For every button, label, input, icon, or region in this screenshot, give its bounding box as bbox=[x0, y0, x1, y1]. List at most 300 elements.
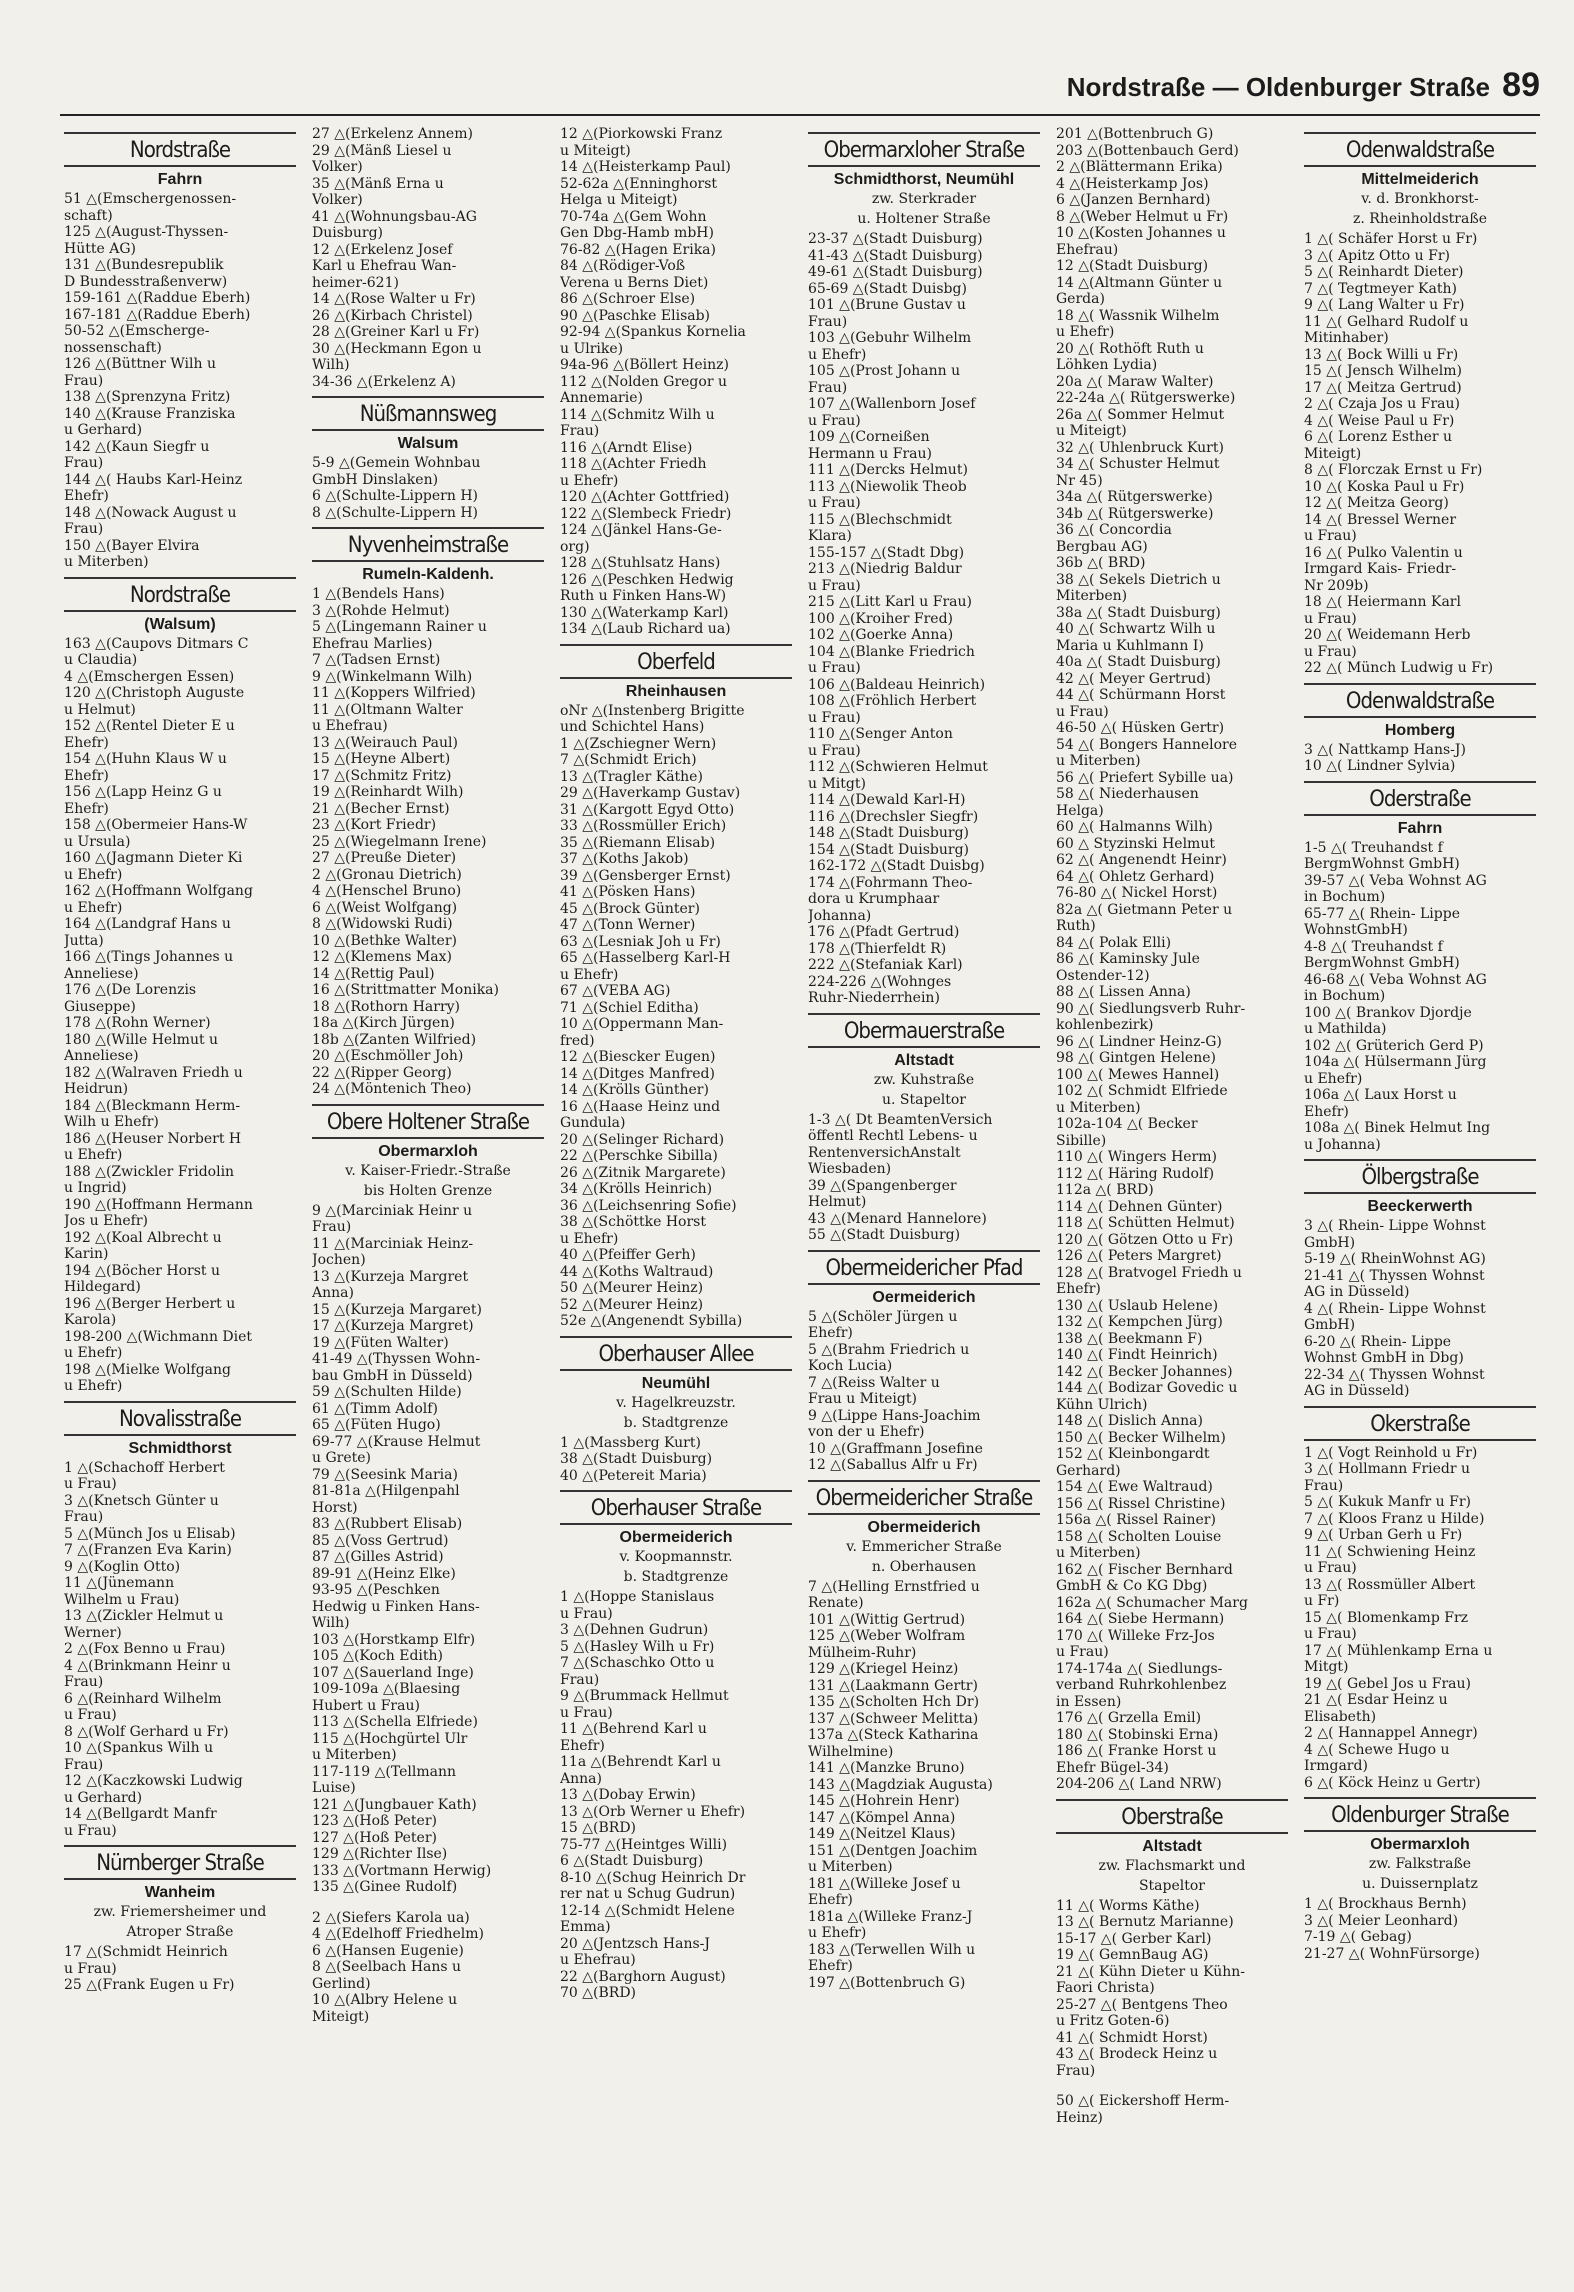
directory-entry: u Frau) bbox=[64, 1960, 117, 1977]
directory-entry: 30 △(Heckmann Egon u bbox=[312, 340, 482, 357]
directory-entry: Karola) bbox=[64, 1312, 117, 1328]
directory-entry: fred) bbox=[560, 1032, 595, 1049]
directory-entry: 112 △( Häring Rudolf) bbox=[1056, 1165, 1215, 1182]
directory-entry: 138 △(Sprenzyna Fritz) bbox=[64, 389, 231, 405]
directory-entry: Ehefrau) bbox=[1056, 241, 1119, 258]
directory-entry: 21 △(Becher Ernst) bbox=[312, 800, 450, 817]
directory-entry: 4 △(Henschel Bruno) bbox=[312, 883, 462, 899]
directory-entry: 20a △( Maraw Walter) bbox=[1056, 373, 1214, 390]
directory-entry: 5-9 △(Gemein Wohnbau bbox=[312, 455, 481, 471]
directory-entry: BergmWohnst GmbH) bbox=[1304, 955, 1460, 971]
directory-entry: org) bbox=[560, 538, 590, 555]
directory-entry: u Frau) bbox=[808, 660, 861, 676]
directory-entry: 123 △(Hoß Peter) bbox=[312, 1813, 437, 1829]
directory-entry: 126 △( Peters Margret) bbox=[1056, 1248, 1222, 1264]
directory-entry: Ehefrau Marlies) bbox=[312, 635, 433, 652]
street-extent-note: v. Emmericher Straße bbox=[846, 1538, 1002, 1555]
directory-entry: Löhken Lydia) bbox=[1056, 357, 1158, 373]
directory-entry: 86 △(Schroer Else) bbox=[560, 291, 696, 307]
directory-entry: 112 △(Nolden Gregor u bbox=[560, 373, 727, 390]
directory-entry: u Gerhard) bbox=[64, 1789, 143, 1806]
street-heading: Obermeidericher Pfad bbox=[808, 1250, 1040, 1285]
directory-entry: 65 △(Füten Hugo) bbox=[312, 1417, 441, 1433]
directory-entry: 3 △(Dehnen Gudrun) bbox=[560, 1622, 709, 1638]
directory-entry: 5 △( Reinhardt Dieter) bbox=[1304, 264, 1464, 280]
directory-entry: 21-41 △( Thyssen Wohnst bbox=[1304, 1267, 1485, 1284]
directory-entry: u Frau) bbox=[808, 577, 861, 594]
directory-entry: 131 △(Laakmann Gertr) bbox=[808, 1677, 978, 1694]
street-extent-note: v. Koopmannstr. bbox=[619, 1549, 733, 1565]
directory-entry: bau GmbH in Düsseld) bbox=[312, 1367, 473, 1384]
directory-entry: 20 △(Eschmöller Joh) bbox=[312, 1048, 464, 1064]
directory-entry: 26 △(Kirbach Christel) bbox=[312, 307, 473, 324]
directory-entry: 142 △( Becker Johannes) bbox=[1056, 1363, 1233, 1380]
directory-entry: 1 △( Schäfer Horst u Fr) bbox=[1304, 231, 1478, 247]
directory-entry: 144 △( Haubs Karl-Heinz bbox=[64, 471, 243, 488]
directory-entry: 102 △( Schmidt Elfriede bbox=[1056, 1083, 1228, 1099]
directory-entry: 112a △( BRD) bbox=[1056, 1182, 1154, 1198]
directory-entry: öffentl Rechtl Lebens- u bbox=[808, 1128, 978, 1144]
directory-entry: 1 △(Schachoff Herbert bbox=[64, 1459, 225, 1476]
directory-entry: Gen Dbg-Hamb mbH) bbox=[560, 225, 714, 241]
directory-entry: 222 △(Stefaniak Karl) bbox=[808, 957, 963, 973]
directory-entry: 186 △( Franke Horst u bbox=[1056, 1743, 1217, 1759]
directory-entry: Gerlind) bbox=[312, 1975, 371, 1992]
directory-entry: 14 △(Rose Walter u Fr) bbox=[312, 291, 476, 307]
street-section bbox=[1304, 1797, 1536, 1962]
street-heading: Nürnberger Straße bbox=[64, 1845, 296, 1880]
directory-entry: 22 △(Perschke Sibilla) bbox=[560, 1148, 718, 1164]
directory-entry: 26a △( Sommer Helmut bbox=[1056, 406, 1225, 423]
street-extent-note: v. Hagelkreuzstr. bbox=[616, 1394, 736, 1411]
directory-entry: 12 △(Erkelenz Josef bbox=[312, 241, 453, 258]
street-extent-note: Stapeltor bbox=[1138, 1877, 1206, 1894]
directory-entry: 10 △(Oppermann Man- bbox=[560, 1016, 724, 1032]
directory-entry: 6 △(Schulte-Lippern H) bbox=[312, 488, 478, 504]
directory-entry: 182 △(Walraven Friedh u bbox=[64, 1064, 243, 1081]
street-heading: Obermarxloher Straße bbox=[808, 132, 1040, 167]
directory-entry: 114 △(Schmitz Wilh u bbox=[560, 406, 715, 423]
directory-entry: 145 △(Hohrein Henr) bbox=[808, 1793, 960, 1809]
directory-entry: 60 △( Halmanns Wilh) bbox=[1056, 819, 1213, 835]
street-section bbox=[808, 132, 1040, 1007]
directory-entry: Ehefr) bbox=[1056, 1281, 1101, 1297]
directory-entry: Luise) bbox=[312, 1780, 356, 1796]
directory-entry: 201 △(Bottenbruch G) bbox=[1056, 126, 1214, 142]
directory-entry: 46-68 △( Veba Wohnst AG bbox=[1304, 971, 1487, 988]
directory-entry: 9 △( Lang Walter u Fr) bbox=[1304, 297, 1465, 313]
directory-entry: 13 △(Kurzeja Margret bbox=[312, 1268, 469, 1285]
directory-entry: 12 △(Biescker Eugen) bbox=[560, 1049, 716, 1065]
directory-entry: u Ehefrau) bbox=[312, 718, 388, 734]
directory-entry: 150 △(Bayer Elvira bbox=[64, 537, 200, 554]
directory-entry: 14 △(Altmann Günter u bbox=[1056, 274, 1223, 291]
street-heading: Nordstraße bbox=[64, 577, 296, 612]
directory-entry: 151 △(Dentgen Joachim bbox=[808, 1842, 978, 1859]
directory-entry: 61 △(Timm Adolf) bbox=[312, 1400, 438, 1417]
street-extent-note: zw. Falkstraße bbox=[1368, 1856, 1472, 1872]
directory-entry: GmbH Dinslaken) bbox=[312, 471, 439, 488]
district-label: Fahrn bbox=[157, 171, 203, 188]
district-label: Mittelmeiderich bbox=[1361, 171, 1479, 188]
district-label: Neumühl bbox=[641, 1374, 711, 1392]
street-heading: Obermeidericher Straße bbox=[808, 1480, 1040, 1515]
directory-entry: 13 △(Tragler Käthe) bbox=[560, 768, 703, 785]
district-label: Oermeiderich bbox=[872, 1288, 976, 1306]
directory-entry: 27 △(Preuße Dieter) bbox=[312, 850, 457, 866]
directory-entry: 13 △( Rossmüller Albert bbox=[1304, 1576, 1476, 1593]
directory-entry: 112 △(Schwieren Helmut bbox=[808, 759, 988, 775]
directory-entry: 166 △(Tings Johannes u bbox=[64, 949, 234, 965]
directory-entry: 7 △(Schmidt Erich) bbox=[560, 752, 697, 768]
directory-entry: u Frau) bbox=[808, 709, 861, 726]
street-extent-note: u. Duissernplatz bbox=[1362, 1876, 1478, 1892]
directory-entry: 3 △(Knetsch Günter u bbox=[64, 1492, 219, 1509]
directory-entry: 39 △(Gensberger Ernst) bbox=[560, 867, 731, 884]
directory-entry: u Frau) bbox=[560, 1704, 613, 1721]
street-section bbox=[312, 527, 544, 1098]
directory-entry: u Frau) bbox=[1056, 703, 1109, 720]
spacer bbox=[312, 1896, 544, 1910]
directory-entry: 167-181 △(Raddue Eberh) bbox=[64, 306, 251, 323]
directory-entry: 6 △(Hansen Eugenie) bbox=[312, 1942, 464, 1959]
directory-entry: 82a △( Gietmann Peter u bbox=[1056, 901, 1233, 918]
directory-entry: 18a △(Kirch Jürgen) bbox=[312, 1015, 455, 1031]
district-label: Obermeiderich bbox=[867, 1518, 981, 1536]
district-label: Obermarxloh bbox=[1370, 1836, 1470, 1853]
directory-entry: 17 △(Schmidt Heinrich bbox=[64, 1944, 228, 1960]
street-section bbox=[64, 1845, 296, 1994]
directory-entry: 110 △( Wingers Herm) bbox=[1056, 1149, 1217, 1165]
directory-entry: in Bochum) bbox=[1304, 988, 1386, 1004]
directory-entry: 65 △(Hasselberg Karl-H bbox=[560, 950, 731, 966]
directory-entry: 198-200 △(Wichmann Diet bbox=[64, 1328, 253, 1345]
directory-entry: 174-174a △( Siedlungs- bbox=[1056, 1660, 1223, 1677]
directory-entry: 11 △( Schwiening Heinz bbox=[1304, 1543, 1476, 1560]
directory-entry: 8 △(Schulte-Lippern H) bbox=[312, 504, 478, 521]
directory-entry: u Ehefr) bbox=[64, 1345, 123, 1361]
directory-entry: Renate) bbox=[808, 1595, 864, 1611]
directory-entry: 164 △( Siebe Hermann) bbox=[1056, 1611, 1225, 1627]
directory-entry: oNr △(Instenberg Brigitte bbox=[560, 702, 745, 719]
directory-entry: 109-109a △(Blaesing bbox=[312, 1681, 461, 1697]
directory-entry: Ehefr) bbox=[64, 800, 109, 817]
directory-entry: u Ehefr) bbox=[1056, 324, 1115, 340]
directory-entry: 35 △(Mänß Erna u bbox=[312, 175, 444, 192]
directory-entry: 203 △(Bottenbauch Gerd) bbox=[1056, 142, 1239, 159]
directory-entry: 17 △(Kurzeja Margret) bbox=[312, 1318, 474, 1334]
directory-entry: 5 △(Hasley Wilh u Fr) bbox=[560, 1638, 715, 1655]
directory-entry: 164 △(Landgraf Hans u bbox=[64, 916, 231, 932]
directory-entry: 64 △( Ohletz Gerhard) bbox=[1056, 868, 1215, 885]
street-extent-note: n. Oberhausen bbox=[871, 1558, 977, 1575]
directory-entry: 15 △( Jensch Wilhelm) bbox=[1304, 363, 1462, 379]
district-label: Altstadt bbox=[1142, 1837, 1202, 1855]
street-section bbox=[1056, 126, 1288, 1793]
directory-entry: 5 △( Kukuk Manfr u Fr) bbox=[1304, 1494, 1471, 1510]
directory-entry: Helmut) bbox=[808, 1194, 867, 1210]
street-extent-note: u. Holtener Straße bbox=[857, 211, 991, 227]
directory-entry: 8-10 △(Schug Heinrich Dr bbox=[560, 1869, 746, 1886]
directory-entry: Sibille) bbox=[1056, 1132, 1107, 1149]
directory-entry: 71 △(Schiel Editha) bbox=[560, 999, 699, 1016]
directory-entry: Anna) bbox=[312, 1285, 354, 1301]
directory-entry: 33 △(Rossmüller Erich) bbox=[560, 818, 727, 834]
directory-entry: 1 △(Hoppe Stanislaus bbox=[560, 1589, 715, 1605]
directory-entry: 23 △(Kort Friedr) bbox=[312, 817, 437, 833]
directory-entry: Ehefr) bbox=[560, 1737, 605, 1754]
directory-entry: u Fritz Goten-6) bbox=[1056, 2013, 1170, 2029]
directory-entry: 94a-96 △(Böllert Heinz) bbox=[560, 357, 729, 373]
directory-entry: 6 △(Janzen Bernhard) bbox=[1056, 192, 1211, 208]
directory-entry: 140 △( Findt Heinrich) bbox=[1056, 1347, 1218, 1363]
directory-entry: und Schichtel Hans) bbox=[560, 719, 705, 735]
directory-entry: 10 △(Bethke Walter) bbox=[312, 932, 457, 949]
directory-entry: Irmgard) bbox=[1304, 1758, 1368, 1774]
directory-entry: 118 △(Achter Friedh bbox=[560, 456, 707, 472]
directory-entry: 88 △( Lissen Anna) bbox=[1056, 984, 1191, 1000]
directory-entry: 118 △( Schütten Helmut) bbox=[1056, 1215, 1235, 1231]
directory-entry: kohlenbezirk) bbox=[1056, 1017, 1154, 1033]
directory-entry: 204-206 △( Land NRW) bbox=[1056, 1776, 1222, 1792]
directory-entry: 65-69 △(Stadt Duisbg) bbox=[808, 280, 967, 297]
directory-entry: 12-14 △(Schmidt Helene bbox=[560, 1902, 735, 1919]
directory-entry: 15-17 △( Gerber Karl) bbox=[1056, 1930, 1212, 1947]
directory-entry: dora u Krumphaar bbox=[808, 891, 940, 907]
directory-entry: u Ehefr) bbox=[64, 1147, 123, 1163]
directory-entry: 29 △(Mänß Liesel u bbox=[312, 142, 452, 159]
street-heading: Oberhauser Straße bbox=[560, 1490, 792, 1525]
directory-entry: 162 △( Fischer Bernhard bbox=[1056, 1561, 1233, 1578]
street-heading: Okerstraße bbox=[1304, 1406, 1536, 1441]
directory-entry: u Frau) bbox=[808, 742, 861, 759]
directory-entry: 152 △( Kleinbongardt bbox=[1056, 1446, 1210, 1462]
directory-entry: 79 △(Seesink Maria) bbox=[312, 1466, 458, 1483]
street-heading: Oberhauser Allee bbox=[560, 1336, 792, 1371]
street-heading: Nordstraße bbox=[64, 132, 296, 167]
directory-entry: 8 △(Wolf Gerhard u Fr) bbox=[64, 1723, 229, 1740]
directory-entry: 1 △(Zschiegner Wern) bbox=[560, 735, 717, 752]
directory-entry: 42 △( Meyer Gertrud) bbox=[1056, 670, 1211, 687]
directory-entry: Anneliese) bbox=[64, 965, 139, 982]
directory-entry: 15 △(BRD) bbox=[560, 1820, 637, 1836]
directory-entry: 4-8 △( Treuhandst f bbox=[1304, 938, 1443, 955]
directory-entry: 100 △(Kroiher Fred) bbox=[808, 610, 954, 627]
directory-entry: 114 △( Dehnen Günter) bbox=[1056, 1198, 1223, 1215]
directory-entry: 50 △( Eickershoff Herm- bbox=[1056, 2093, 1230, 2109]
directory-entry: 38a △( Stadt Duisburg) bbox=[1056, 604, 1221, 621]
directory-entry: Frau) bbox=[1304, 1477, 1344, 1494]
directory-entry: 60 △ Styzinski Helmut bbox=[1056, 835, 1215, 852]
directory-entry: 6 △( Lorenz Esther u bbox=[1304, 429, 1453, 445]
directory-entry: u Frau) bbox=[1304, 643, 1357, 660]
street-section bbox=[312, 1104, 544, 2026]
directory-entry: 18b △(Zanten Wilfried) bbox=[312, 1031, 477, 1048]
directory-entry: 21 △( Esdar Heinz u bbox=[1304, 1692, 1448, 1708]
district-label: Walsum bbox=[397, 435, 459, 452]
directory-entry: 10 △( Lindner Sylvia) bbox=[1304, 758, 1456, 774]
directory-entry: Frau) bbox=[64, 1756, 104, 1773]
directory-entry: 84 △(Rödiger-Voß bbox=[560, 258, 686, 274]
directory-entry: Frau) bbox=[64, 455, 104, 471]
directory-entry: 40 △( Schwartz Wilh u bbox=[1056, 621, 1216, 637]
directory-entry: 43 △(Menard Hannelore) bbox=[808, 1210, 987, 1227]
directory-entry: Ehefr) bbox=[808, 1892, 853, 1908]
directory-entry: 114 △(Dewald Karl-H) bbox=[808, 792, 966, 808]
directory-entry: 21-27 △( WohnFürsorge) bbox=[1304, 1945, 1480, 1962]
directory-entry: 196 △(Berger Herbert u bbox=[64, 1295, 236, 1312]
directory-entry: Frau) bbox=[1056, 2062, 1096, 2079]
directory-entry: 18 △( Heiermann Karl bbox=[1304, 594, 1461, 610]
directory-entry: u Miterben) bbox=[1056, 1099, 1141, 1116]
directory-entry: 27 △(Erkelenz Annem) bbox=[312, 126, 473, 142]
directory-entry: 14 △(Rettig Paul) bbox=[312, 965, 435, 982]
directory-entry: 24 △(Möntenich Theo) bbox=[312, 1081, 472, 1097]
directory-entry: 36 △( Concordia bbox=[1056, 522, 1172, 538]
directory-entry: 7 △(Franzen Eva Karin) bbox=[64, 1542, 232, 1558]
directory-entry: 93-95 △(Peschken bbox=[312, 1582, 440, 1598]
directory-entry: u Helmut) bbox=[64, 701, 136, 718]
directory-entry: 130 △( Uslaub Helene) bbox=[1056, 1297, 1219, 1314]
directory-entry: 192 △(Koal Albrecht u bbox=[64, 1229, 222, 1246]
page-header bbox=[60, 66, 1540, 116]
directory-entry: 44 △(Koths Waltraud) bbox=[560, 1263, 714, 1280]
directory-entry: 6 △(Reinhard Wilhelm bbox=[64, 1690, 222, 1707]
directory-entry: 50-52 △(Emscherge- bbox=[64, 323, 210, 339]
directory-entry: 186 △(Heuser Norbert H bbox=[64, 1130, 242, 1147]
directory-entry: 184 △(Bleckmann Herm- bbox=[64, 1097, 241, 1114]
directory-entry: Frau) bbox=[64, 372, 104, 389]
directory-entry: 43 △( Brodeck Heinz u bbox=[1056, 2046, 1218, 2062]
directory-entry: u Frau) bbox=[560, 1605, 613, 1622]
directory-entry: 58 △( Niederhausen bbox=[1056, 786, 1199, 802]
street-section bbox=[1304, 683, 1536, 775]
directory-entry: Ruth) bbox=[1056, 918, 1096, 934]
directory-entry: D Bundesstraßenverw) bbox=[64, 273, 228, 290]
directory-entry: 150 △( Becker Wilhelm) bbox=[1056, 1429, 1226, 1446]
directory-entry: Faori Christa) bbox=[1056, 1980, 1155, 1996]
directory-entry: 1 △( Vogt Reinhold u Fr) bbox=[1304, 1444, 1478, 1461]
directory-entry: 111 △(Dercks Helmut) bbox=[808, 462, 968, 478]
directory-entry: 170 △( Willeke Frz-Jos bbox=[1056, 1627, 1215, 1644]
directory-entry: in Bochum) bbox=[1304, 889, 1386, 905]
directory-entry: 70-74a △(Gem Wohn bbox=[560, 208, 707, 225]
directory-entry: 34a △( Rütgerswerke) bbox=[1056, 489, 1213, 505]
directory-entry: 15 △(Kurzeja Margaret) bbox=[312, 1301, 482, 1318]
directory-entry: schaft) bbox=[64, 207, 113, 224]
directory-entry: GmbH) bbox=[1304, 1234, 1356, 1251]
directory-entry: Horst) bbox=[312, 1499, 358, 1516]
directory-entry: 14 △(Bellgardt Manfr bbox=[64, 1806, 217, 1822]
directory-entry: 12 △(Klemens Max) bbox=[312, 949, 452, 965]
directory-entry: 89-91 △(Heinz Elke) bbox=[312, 1565, 456, 1582]
directory-entry: 11a △(Behrendt Karl u bbox=[560, 1754, 721, 1770]
directory-entry: 158 △(Obermeier Hans-W bbox=[64, 817, 248, 833]
district-label: Schmidthorst, Neumühl bbox=[833, 171, 1015, 188]
directory-entry: 22-24a △( Rütgerswerke) bbox=[1056, 390, 1236, 406]
directory-entry: 197 △(Bottenbruch G) bbox=[808, 1974, 966, 1991]
directory-entry: 35 △(Riemann Elisab) bbox=[560, 834, 716, 851]
directory-entry: 16 △( Pulko Valentin u bbox=[1304, 544, 1463, 561]
directory-entry: 7 △( Tegtmeyer Kath) bbox=[1304, 280, 1457, 297]
directory-entry: Helga) bbox=[1056, 802, 1104, 819]
street-extent-note: zw. Kuhstraße bbox=[873, 1071, 975, 1088]
directory-entry: 84 △( Polak Elli) bbox=[1056, 934, 1172, 951]
directory-entry: Duisburg) bbox=[312, 225, 383, 241]
directory-entry: 15 △( Blomenkamp Frz bbox=[1304, 1609, 1469, 1626]
directory-entry: Volker) bbox=[312, 159, 363, 175]
directory-entry: Ehefr) bbox=[1304, 1103, 1349, 1120]
street-heading: Oldenburger Straße bbox=[1304, 1797, 1536, 1832]
directory-entry: 137a △(Steck Katharina bbox=[808, 1727, 979, 1743]
street-extent-note: v. d. Bronkhorst- bbox=[1361, 191, 1479, 207]
directory-entry: 120 △(Christoph Auguste bbox=[64, 685, 245, 701]
directory-entry: Wilhelmine) bbox=[808, 1743, 894, 1760]
directory-entry: u Ehefr) bbox=[64, 899, 123, 916]
street-section bbox=[1056, 1799, 1288, 2127]
directory-entry: 17 △( Mühlenkamp Erna u bbox=[1304, 1642, 1493, 1659]
street-extent-note: bis Holten Grenze bbox=[363, 1182, 493, 1199]
district-label: Schmidthorst bbox=[128, 1439, 232, 1457]
directory-entry: 2 △( Hannappel Annegr) bbox=[1304, 1725, 1478, 1741]
district-label: Obermarxloh bbox=[378, 1142, 478, 1160]
directory-entry: 76-80 △( Nickel Horst) bbox=[1056, 885, 1218, 901]
directory-entry: 129 △(Kriegel Heinz) bbox=[808, 1661, 959, 1677]
directory-entry: Heidrun) bbox=[64, 1081, 129, 1097]
directory-entry: 106a △( Laux Horst u bbox=[1304, 1087, 1457, 1103]
directory-entry: 10 △(Albry Helene u bbox=[312, 1992, 458, 2008]
directory-entry: Wilh) bbox=[312, 1615, 350, 1631]
street-heading: Oderstraße bbox=[1304, 781, 1536, 816]
street-section bbox=[808, 1013, 1040, 1244]
directory-entry: 25 △(Frank Eugen u Fr) bbox=[64, 1977, 235, 1993]
column-6 bbox=[1304, 126, 1536, 2286]
directory-entry: 40a △( Stadt Duisburg) bbox=[1056, 654, 1221, 670]
directory-entry: 13 △(Weirauch Paul) bbox=[312, 734, 458, 751]
street-extent-note: z. Rheinholdstraße bbox=[1353, 211, 1487, 227]
directory-entry: Klara) bbox=[808, 528, 852, 544]
directory-entry: GmbH) bbox=[1304, 1317, 1356, 1333]
street-extent-note: b. Stadtgrenze bbox=[623, 1569, 729, 1585]
directory-entry: 7 △(Helling Ernstfried u bbox=[808, 1578, 980, 1595]
directory-entry: u Ehefr) bbox=[64, 866, 123, 883]
directory-entry: u Grete) bbox=[312, 1450, 372, 1466]
directory-entry: 215 △(Litt Karl u Frau) bbox=[808, 594, 973, 610]
directory-entry: Frau) bbox=[64, 521, 104, 537]
directory-entry: 12 △(Stadt Duisburg) bbox=[1056, 258, 1209, 274]
directory-entry: 52 △(Meurer Heinz) bbox=[560, 1296, 704, 1313]
street-extent-note: u. Stapeltor bbox=[882, 1091, 966, 1108]
directory-entry: u Ehefr) bbox=[560, 472, 619, 489]
directory-entry: 100 △( Mewes Hannel) bbox=[1056, 1066, 1220, 1083]
directory-entry: 9 △(Winkelmann Wilh) bbox=[312, 668, 473, 685]
street-section bbox=[808, 1250, 1040, 1474]
directory-entry: u Ehefr) bbox=[808, 346, 867, 363]
directory-entry: 17 △( Meitza Gertrud) bbox=[1304, 379, 1462, 396]
directory-entry: 7 △( Kloos Franz u Hilde) bbox=[1304, 1510, 1485, 1527]
directory-entry: 133 △(Vortmann Herwig) bbox=[312, 1862, 492, 1879]
directory-entry: 70 △(BRD) bbox=[560, 1985, 637, 2001]
directory-entry: Wohnst GmbH in Dbg) bbox=[1304, 1350, 1464, 1366]
directory-entry: 120 △(Achter Gottfried) bbox=[560, 489, 730, 505]
directory-entry: 45 △(Brock Günter) bbox=[560, 900, 700, 917]
directory-entry: Frau) bbox=[64, 1509, 104, 1525]
directory-entry: 63 △(Lesniak Joh u Fr) bbox=[560, 933, 721, 950]
directory-entry: 62 △( Angenendt Heinr) bbox=[1056, 852, 1227, 868]
directory-entry: 178 △(Rohn Werner) bbox=[64, 1015, 211, 1031]
directory-entry: 19 △( Gebel Jos u Frau) bbox=[1304, 1675, 1471, 1692]
directory-entry: u Ehefr) bbox=[1304, 1070, 1363, 1087]
